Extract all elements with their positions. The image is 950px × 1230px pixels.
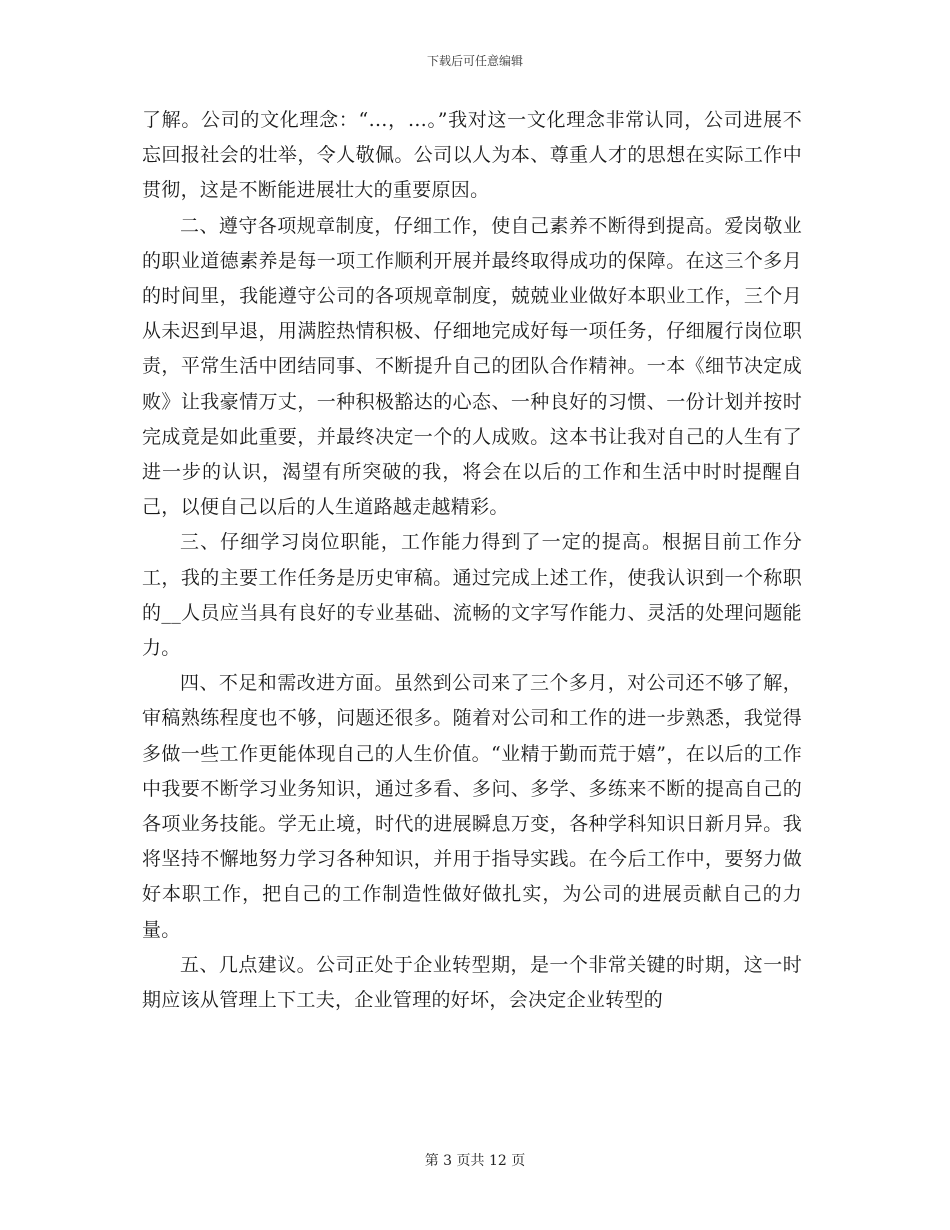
document-body <box>142 103 802 1018</box>
page-number-footer: 第 3 页共 12 页 <box>424 1153 526 1169</box>
paragraph-section-5: 五、几点建议。公司正处于企业转型期，是一个非常关键的时期，这一时期应该从管理上下工夫，企业管理的好坏，会决定企业转型的 <box>142 953 802 1012</box>
paragraph-continuation: 了解。公司的文化理念：“…，…。”我对这一文化理念非常认同，公司进展不忘回报社会的壮举，令人敬佩。公司以人为本、尊重人才的思想在实际工作中贯彻，这是不断能进展壮大的重要原因。 <box>142 109 802 202</box>
paragraph-section-2: 二、遵守各项规章制度，仔细工作，使自己素养不断得到提高。爱岗敬业的职业道德素养是每一项工作顺利开展并最终取得成功的保障。在这三个多月的时间里，我能遵守公司的各项规章制度，兢兢业业做好本职业工作，三个月从未迟到早退，用满腔热情积极、仔细地完成好每一项任务，仔细履行岗位职责，平常生活中团结同事、不断提升自己的团队合作精神。一本《细节决定成败》让我豪情万丈，一种积极豁达的心态、一种良好的习惯、一份计划并按时完成竟是如此重要，并最终决定一个的人成败。这本书让我对自己的人生有了进一步的认识，渴望有所突破的我，将会在以后的工作和生活中时时提醒自己，以便自己以后的人生道路越走越精彩。 <box>142 214 802 519</box>
paragraph-section-3: 三、仔细学习岗位职能，工作能力得到了一定的提高。根据目前工作分工，我的主要工作任务是历史审稿。通过完成上述工作，使我认识到一个称职的__人员应当具有良好的专业基础、流畅的文字写作能力、灵活的处理问题能力。 <box>142 531 802 660</box>
page-header: 下载后可任意编辑 <box>426 54 523 68</box>
paragraph-section-4: 四、不足和需改进方面。虽然到公司来了三个多月，对公司还不够了解，审稿熟练程度也不够，问题还很多。随着对公司和工作的进一步熟悉，我觉得多做一些工作更能体现自己的人生价值。“业精于勤而荒于嬉”，在以后的工作中我要不断学习业务知识，通过多看、多问、多学、多练来不断的提高自己的各项业务技能。学无止境，时代的进展瞬息万变，各种学科知识日新月异。我将坚持不懈地努力学习各种知识，并用于指导实践。在今后工作中，要努力做好本职工作，把自己的工作制造性做好做扎实，为公司的进展贡献自己的力量。 <box>142 672 802 941</box>
